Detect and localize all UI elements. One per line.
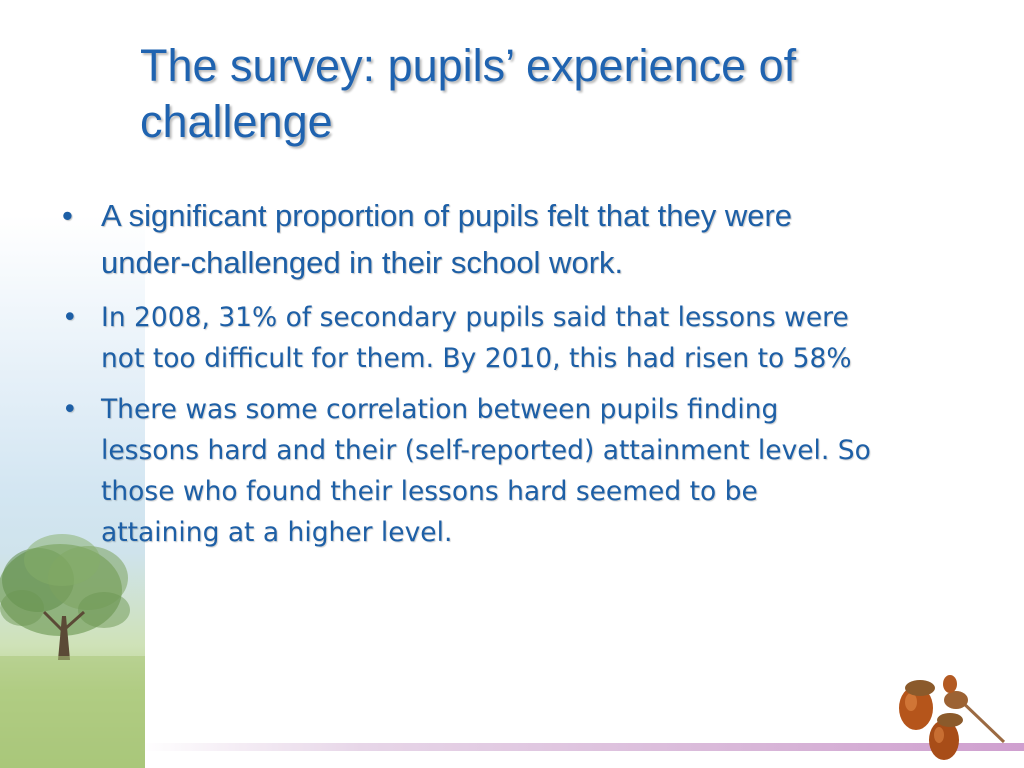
acorns-icon [886, 668, 1010, 764]
slide-title: The survey: pupils’ experience of challenge [140, 40, 797, 147]
bullet-marker: • [62, 198, 73, 233]
bullet-text: In 2008, 31% of secondary pupils said that lessons were not too difficult for them. By 2010, this had risen to 58% [101, 302, 852, 374]
tree-in-field-icon [0, 520, 145, 768]
bullet-marker: • [62, 302, 78, 333]
bullet-text: There was some correlation between pupils finding lessons hard and their (self-reported) attainment level. So those who found their lessons hard seemed to be attaining at a higher level. [101, 394, 871, 548]
bullet-marker: • [62, 394, 78, 425]
bullet-item [58, 192, 878, 286]
bullet-text: A significant proportion of pupils felt that they were under-challenged in their school work. [101, 198, 793, 280]
bullet-list [58, 192, 878, 553]
bullet-item [58, 389, 878, 553]
bullet-item [58, 297, 878, 379]
